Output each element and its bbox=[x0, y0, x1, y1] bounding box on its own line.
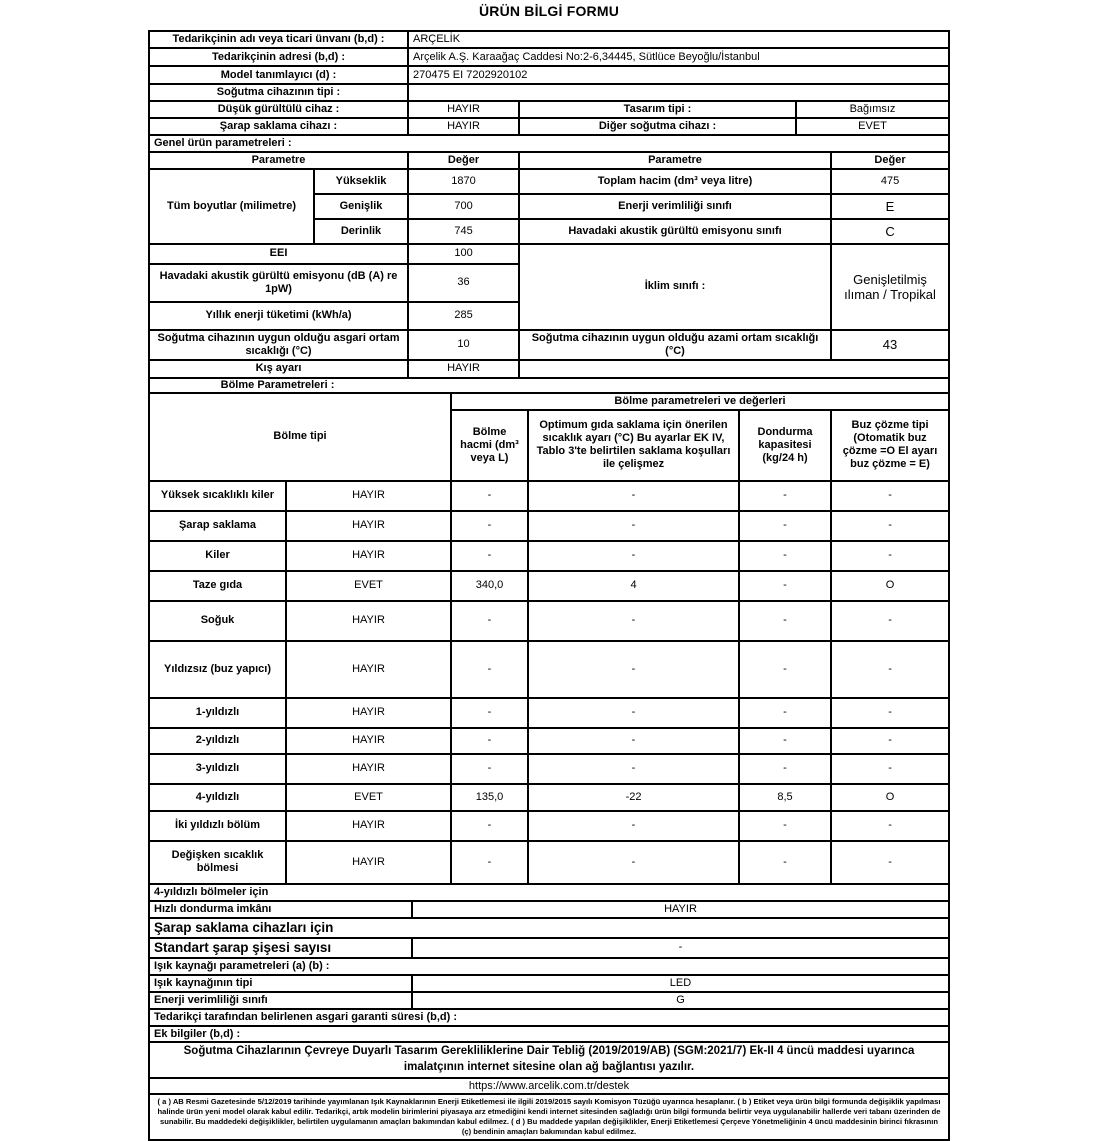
light-energy-class-label: Enerji verimliliği sınıfı bbox=[149, 992, 412, 1009]
compartment-volume: - bbox=[451, 841, 528, 884]
compartment-defrost: - bbox=[831, 641, 949, 698]
footnote-text: ( a ) AB Resmi Gazetesinde 5/12/2019 tarihinde yayımlanan Işık Kaynaklarının Enerji Etiketlemesi ile ilgili 2019/2015 sayılı Komisyon Tüzüğü uyarınca hesaplanır. ( b ) Etiket veya ürün bilgi formunda değişiklik yapılması halinde ürün yeni model olarak kabul edilir. Tedarikçi, artık modelin birimlerini piyasaya arz etmediğini kendi internet sitesinden sağladığı ürün bilgi formunda belirtir veya uygulanabilir hallerde veri tabanı üzerinden de sunabilir. Bu maddedeki değişiklikler, belirtilen uygulamanın amaçları bakımından kabul edilmez. ( d ) Bu maddede yapılan değişiklikler, Enerji Etiketlemesi Çerçeve Yönetmeliğinin 4 üncü maddesinin birinci fıkrasının (ç) bendinin amaçları bakımından kabul edilmez. bbox=[149, 1094, 949, 1139]
compartment-capacity: - bbox=[739, 728, 831, 754]
compartment-row bbox=[149, 641, 949, 698]
compartment-volume: - bbox=[451, 811, 528, 841]
compartment-temp: - bbox=[528, 728, 739, 754]
compartment-volume: - bbox=[451, 641, 528, 698]
compartment-temp: - bbox=[528, 641, 739, 698]
supplier-name-label: Tedarikçinin adı veya ticari ünvanı (b,d) : bbox=[149, 31, 408, 48]
compartment-name: Kiler bbox=[149, 541, 286, 571]
fast-freeze-label: Hızlı dondurma imkânı bbox=[149, 901, 412, 918]
compartment-temp: - bbox=[528, 541, 739, 571]
value-header-right: Değer bbox=[831, 152, 949, 169]
compartment-capacity: - bbox=[739, 811, 831, 841]
compartment-present: EVET bbox=[286, 784, 451, 811]
compartment-present: HAYIR bbox=[286, 511, 451, 541]
compartment-section-cell bbox=[149, 378, 949, 393]
compartment-volume: - bbox=[451, 541, 528, 571]
max-ambient-temp-label: Soğutma cihazının uygun olduğu azami ortam sıcaklığı (°C) bbox=[519, 330, 831, 360]
table-row bbox=[149, 66, 949, 84]
compartment-name: 4-yıldızlı bbox=[149, 784, 286, 811]
table-row bbox=[149, 152, 949, 169]
compartment-present: EVET bbox=[286, 571, 451, 601]
compartment-temp: - bbox=[528, 601, 739, 641]
compartment-volume: - bbox=[451, 481, 528, 511]
compartment-present: HAYIR bbox=[286, 601, 451, 641]
table-row bbox=[149, 918, 949, 938]
table-row bbox=[149, 975, 949, 992]
model-identifier-value: 270475 EI 7202920102 bbox=[408, 66, 949, 84]
winter-setting-empty-cell bbox=[519, 360, 949, 378]
table-row bbox=[149, 393, 949, 410]
table-row bbox=[149, 1094, 949, 1139]
height-value: 1870 bbox=[408, 169, 519, 194]
compartment-name: Yüksek sıcaklıklı kiler bbox=[149, 481, 286, 511]
compartment-present: HAYIR bbox=[286, 481, 451, 511]
supplier-address-value: Arçelik A.Ş. Karaağaç Caddesi No:2-6,34445, Sütlüce Beyoğlu/İstanbul bbox=[408, 48, 949, 66]
compartment-temp: - bbox=[528, 754, 739, 784]
width-value: 700 bbox=[408, 194, 519, 219]
compartment-capacity: 8,5 bbox=[739, 784, 831, 811]
table-row bbox=[149, 1078, 949, 1095]
compartment-capacity: - bbox=[739, 511, 831, 541]
other-cooling-label: Diğer soğutma cihazı : bbox=[519, 118, 796, 135]
energy-class-label: Enerji verimliliği sınıfı bbox=[519, 194, 831, 219]
height-label: Yükseklik bbox=[314, 169, 408, 194]
acoustic-noise-value: 36 bbox=[408, 264, 519, 302]
climate-class-value: Genişletilmiş ılıman / Tropikal bbox=[831, 244, 949, 330]
compartment-name: Değişken sıcaklık bölmesi bbox=[149, 841, 286, 884]
compartment-row bbox=[149, 841, 949, 884]
compartment-volume: - bbox=[451, 511, 528, 541]
compartment-name: Soğuk bbox=[149, 601, 286, 641]
dimensions-label: Tüm boyutlar (milimetre) bbox=[149, 169, 314, 244]
light-type-value: LED bbox=[412, 975, 949, 992]
compartment-volume: 135,0 bbox=[451, 784, 528, 811]
compartment-name: Şarap saklama bbox=[149, 511, 286, 541]
table-row bbox=[149, 330, 949, 360]
wine-section-label: Şarap saklama cihazları için bbox=[149, 918, 949, 938]
supplier-address-label: Tedarikçinin adresi (b,d) : bbox=[149, 48, 408, 66]
compartment-present: HAYIR bbox=[286, 811, 451, 841]
compartment-capacity: - bbox=[739, 641, 831, 698]
compartment-row bbox=[149, 541, 949, 571]
compartment-defrost: - bbox=[831, 811, 949, 841]
compartments-table bbox=[148, 392, 950, 885]
noise-class-label: Havadaki akustik gürültü emisyonu sınıfı bbox=[519, 219, 831, 244]
compartment-row bbox=[149, 728, 949, 754]
compartment-group-header: Bölme parametreleri ve değerleri bbox=[451, 393, 949, 410]
supplier-name-value: ARÇELİK bbox=[408, 31, 949, 48]
table-row bbox=[149, 901, 949, 918]
general-section-label: Genel ürün parametreleri : bbox=[149, 135, 949, 152]
compartment-row bbox=[149, 571, 949, 601]
table-row bbox=[149, 1009, 949, 1026]
width-label: Genişlik bbox=[314, 194, 408, 219]
param-header-left: Parametre bbox=[149, 152, 408, 169]
compartment-volume: 340,0 bbox=[451, 571, 528, 601]
compartment-row bbox=[149, 811, 949, 841]
compartment-temp: -22 bbox=[528, 784, 739, 811]
light-type-label: Işık kaynağının tipi bbox=[149, 975, 412, 992]
climate-class-label: İklim sınıfı : bbox=[519, 244, 831, 330]
param-header-right: Parametre bbox=[519, 152, 831, 169]
low-noise-value: HAYIR bbox=[408, 101, 519, 118]
compartment-capacity: - bbox=[739, 481, 831, 511]
compartment-volume: - bbox=[451, 698, 528, 728]
col-header-defrost-type: Buz çözme tipi (Otomatik buz çözme =O El ayarı buz çözme = E) bbox=[831, 410, 949, 481]
acoustic-noise-label: Havadaki akustik gürültü emisyonu (dB (A) re 1pW) bbox=[149, 264, 408, 302]
compartment-present: HAYIR bbox=[286, 641, 451, 698]
compartment-present: HAYIR bbox=[286, 754, 451, 784]
other-cooling-value: EVET bbox=[796, 118, 949, 135]
support-url-link[interactable]: https://www.arcelik.com.tr/destek bbox=[149, 1078, 949, 1095]
compartment-defrost: - bbox=[831, 511, 949, 541]
compartment-row bbox=[149, 698, 949, 728]
general-parameters-table bbox=[148, 151, 950, 394]
warranty-label: Tedarikçi tarafından belirlenen asgari garanti süresi (b,d) : bbox=[149, 1009, 949, 1026]
form-table-area bbox=[148, 30, 948, 1141]
col-header-volume: Bölme hacmi (dm³ veya L) bbox=[451, 410, 528, 481]
compartment-defrost: - bbox=[831, 698, 949, 728]
table-row bbox=[149, 31, 949, 48]
col-header-optimum-temp: Optimum gıda saklama için önerilen sıcaklık ayarı (°C) Bu ayarlar EK IV, Tablo 3'te belirtilen saklama koşulları ile çelişmez bbox=[528, 410, 739, 481]
compartment-temp: - bbox=[528, 811, 739, 841]
compartment-present: HAYIR bbox=[286, 698, 451, 728]
compartment-capacity: - bbox=[739, 601, 831, 641]
compartment-capacity: - bbox=[739, 571, 831, 601]
compartment-row bbox=[149, 754, 949, 784]
wine-bottles-label: Standart şarap şişesi sayısı bbox=[149, 938, 412, 958]
compartment-temp: 4 bbox=[528, 571, 739, 601]
table-row bbox=[149, 244, 949, 264]
page-title: ÜRÜN BİLGİ FORMU bbox=[478, 3, 620, 19]
table-row bbox=[149, 118, 949, 135]
compartment-capacity: - bbox=[739, 754, 831, 784]
compartment-type-header: Bölme tipi bbox=[149, 393, 451, 481]
compartment-row bbox=[149, 784, 949, 811]
extra-info-label: Ek bilgiler (b,d) : bbox=[149, 1026, 949, 1043]
compartment-temp: - bbox=[528, 698, 739, 728]
table-row bbox=[149, 1026, 949, 1043]
compartment-defrost: O bbox=[831, 571, 949, 601]
total-volume-label: Toplam hacim (dm³ veya litre) bbox=[519, 169, 831, 194]
compartment-temp: - bbox=[528, 841, 739, 884]
regulation-notice: Soğutma Cihazlarının Çevreye Duyarlı Tasarım Gerekliliklerine Dair Tebliğ (2019/2019/AB) (SGM:2021/7) Ek-II 4 üncü maddesi uyarınca imalatçının internet sitesine olan ağ bağlantısı yazılır. bbox=[149, 1042, 949, 1077]
col-header-freezing-capacity: Dondurma kapasitesi (kg/24 h) bbox=[739, 410, 831, 481]
device-type-value bbox=[408, 84, 949, 101]
max-ambient-temp-value: 43 bbox=[831, 330, 949, 360]
compartment-defrost: O bbox=[831, 784, 949, 811]
table-row bbox=[149, 958, 949, 975]
eei-label: EEI bbox=[149, 244, 408, 264]
compartment-name: İki yıldızlı bölüm bbox=[149, 811, 286, 841]
annual-energy-value: 285 bbox=[408, 302, 519, 330]
compartment-row bbox=[149, 481, 949, 511]
compartment-defrost: - bbox=[831, 541, 949, 571]
table-row bbox=[149, 884, 949, 901]
compartment-section-label: Bölme Parametreleri : bbox=[220, 378, 335, 391]
winter-setting-label: Kış ayarı bbox=[149, 360, 408, 378]
compartment-defrost: - bbox=[831, 601, 949, 641]
compartment-present: HAYIR bbox=[286, 841, 451, 884]
table-row bbox=[149, 84, 949, 101]
table-row bbox=[149, 992, 949, 1009]
wine-storage-label: Şarap saklama cihazı : bbox=[149, 118, 408, 135]
compartment-name: 2-yıldızlı bbox=[149, 728, 286, 754]
value-header-left: Değer bbox=[408, 152, 519, 169]
low-noise-label: Düşük gürültülü cihaz : bbox=[149, 101, 408, 118]
winter-setting-value: HAYIR bbox=[408, 360, 519, 378]
wine-storage-value: HAYIR bbox=[408, 118, 519, 135]
total-volume-value: 475 bbox=[831, 169, 949, 194]
energy-class-value: E bbox=[831, 194, 949, 219]
table-row bbox=[149, 135, 949, 152]
table-row bbox=[149, 938, 949, 958]
compartment-defrost: - bbox=[831, 481, 949, 511]
wine-bottles-value: - bbox=[412, 938, 949, 958]
compartment-volume: - bbox=[451, 754, 528, 784]
compartment-volume: - bbox=[451, 601, 528, 641]
table-row bbox=[149, 1042, 949, 1077]
compartment-capacity: - bbox=[739, 841, 831, 884]
depth-value: 745 bbox=[408, 219, 519, 244]
compartment-present: HAYIR bbox=[286, 728, 451, 754]
light-energy-class-value: G bbox=[412, 992, 949, 1009]
compartment-temp: - bbox=[528, 511, 739, 541]
compartment-name: 3-yıldızlı bbox=[149, 754, 286, 784]
design-type-value: Bağımsız bbox=[796, 101, 949, 118]
eei-value: 100 bbox=[408, 244, 519, 264]
compartment-name: Yıldızsız (buz yapıcı) bbox=[149, 641, 286, 698]
compartment-row bbox=[149, 601, 949, 641]
design-type-label: Tasarım tipi : bbox=[519, 101, 796, 118]
compartment-defrost: - bbox=[831, 754, 949, 784]
min-ambient-temp-value: 10 bbox=[408, 330, 519, 360]
table-row bbox=[149, 48, 949, 66]
four-star-section-label: 4-yıldızlı bölmeler için bbox=[149, 884, 949, 901]
min-ambient-temp-label: Soğutma cihazının uygun olduğu asgari ortam sıcaklığı (°C) bbox=[149, 330, 408, 360]
compartment-volume: - bbox=[451, 728, 528, 754]
compartment-name: Taze gıda bbox=[149, 571, 286, 601]
compartment-name: 1-yıldızlı bbox=[149, 698, 286, 728]
compartment-temp: - bbox=[528, 481, 739, 511]
depth-label: Derinlik bbox=[314, 219, 408, 244]
compartment-defrost: - bbox=[831, 841, 949, 884]
bottom-table bbox=[148, 883, 950, 1141]
table-row bbox=[149, 360, 949, 378]
compartment-capacity: - bbox=[739, 698, 831, 728]
compartment-defrost: - bbox=[831, 728, 949, 754]
compartment-present: HAYIR bbox=[286, 541, 451, 571]
device-type-label: Soğutma cihazının tipi : bbox=[149, 84, 408, 101]
table-row bbox=[149, 378, 949, 393]
table-row bbox=[149, 169, 949, 194]
fast-freeze-value: HAYIR bbox=[412, 901, 949, 918]
noise-class-value: C bbox=[831, 219, 949, 244]
model-identifier-label: Model tanımlayıcı (d) : bbox=[149, 66, 408, 84]
supplier-info-table bbox=[148, 30, 950, 136]
compartment-row bbox=[149, 511, 949, 541]
compartment-capacity: - bbox=[739, 541, 831, 571]
light-section-label: Işık kaynağı parametreleri (a) (b) : bbox=[149, 958, 949, 975]
table-row bbox=[149, 101, 949, 118]
annual-energy-label: Yıllık enerji tüketimi (kWh/a) bbox=[149, 302, 408, 330]
